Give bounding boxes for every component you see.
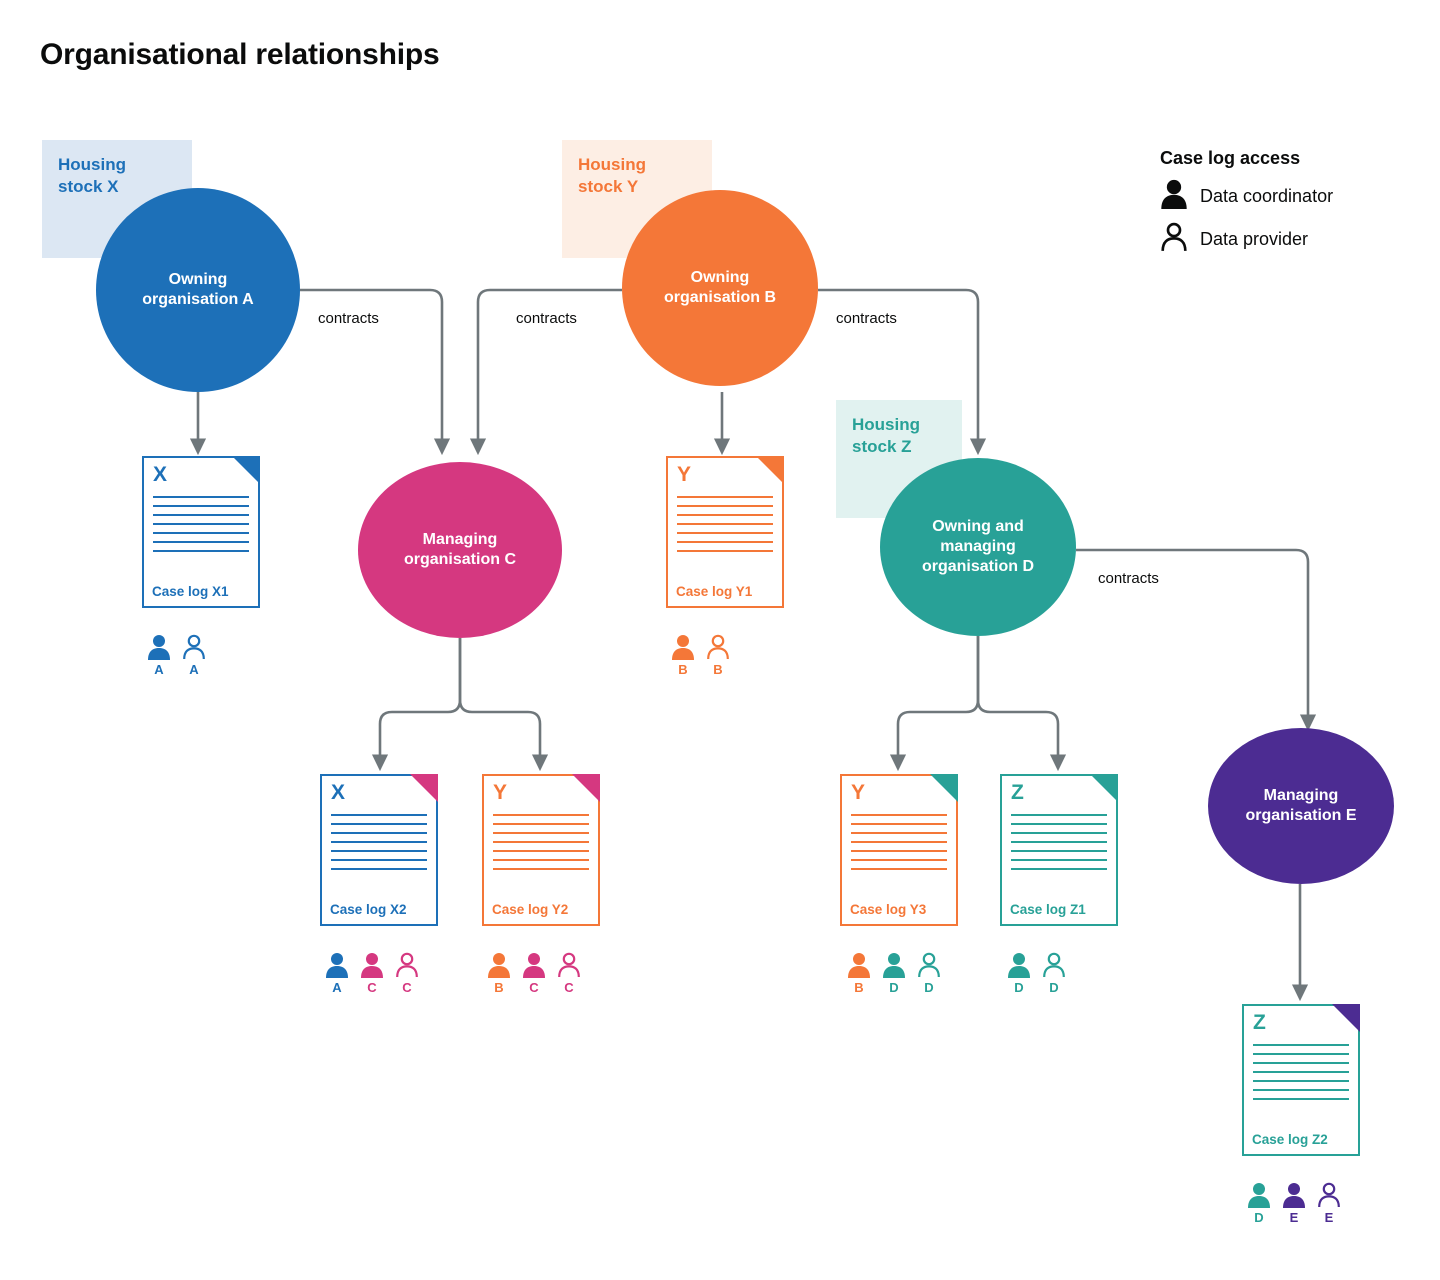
case-log-y1-caption: Case log Y1 xyxy=(676,584,753,599)
org-d-line3: organisation D xyxy=(921,558,1034,575)
person-filled-icon xyxy=(846,952,872,995)
person-outline-icon xyxy=(916,952,942,995)
case-log-z2-caption: Case log Z2 xyxy=(1252,1132,1328,1147)
org-c-line1: Managing xyxy=(422,531,498,548)
housing-stock-y-line1: Housing xyxy=(578,155,646,174)
access-label: C xyxy=(564,980,574,995)
org-a-line2: organisation A xyxy=(142,291,254,308)
person-filled-icon xyxy=(1160,179,1188,214)
access-label: D xyxy=(1014,980,1024,995)
page-fold-icon xyxy=(572,774,600,802)
legend-item-data-coordinator xyxy=(1160,179,1420,214)
access-label: D xyxy=(889,980,899,995)
access-label: A xyxy=(332,980,342,995)
org-c-node[interactable] xyxy=(358,462,562,638)
person-outline-icon xyxy=(1041,952,1067,995)
page-fold-icon xyxy=(410,774,438,802)
org-d-line1: Owning and xyxy=(932,518,1024,535)
org-c-line2: organisation C xyxy=(403,551,516,568)
edge-label-contracts-a-c: contracts xyxy=(318,310,379,327)
person-outline-icon xyxy=(181,634,207,677)
access-label: A xyxy=(189,662,199,677)
edge-label-contracts-d-e: contracts xyxy=(1098,570,1159,587)
org-e-line2: organisation E xyxy=(1245,807,1357,824)
org-a-line1: Owning xyxy=(168,271,228,288)
doc-lines xyxy=(331,814,427,876)
case-log-y3-letter: Y xyxy=(851,781,866,804)
person-outline-icon xyxy=(394,952,420,995)
person-outline-icon xyxy=(556,952,582,995)
case-log-x2-access xyxy=(324,952,420,995)
page-fold-icon xyxy=(1332,1004,1360,1032)
org-d-line2: managing xyxy=(940,538,1016,555)
person-filled-icon xyxy=(1006,952,1032,995)
person-filled-icon xyxy=(146,634,172,677)
case-log-z1-access xyxy=(1006,952,1067,995)
case-log-y1-doc[interactable] xyxy=(666,456,784,608)
person-filled-icon xyxy=(1281,1182,1307,1225)
access-label: B xyxy=(678,662,688,677)
case-log-y3-caption: Case log Y3 xyxy=(850,902,927,917)
housing-stock-y-line2: stock Y xyxy=(578,177,639,197)
case-log-z1-caption: Case log Z1 xyxy=(1010,902,1086,917)
legend-title: Case log access xyxy=(1160,148,1301,168)
case-log-z2-doc[interactable] xyxy=(1242,1004,1360,1156)
case-log-z2-letter: Z xyxy=(1253,1011,1266,1034)
person-filled-icon xyxy=(359,952,385,995)
case-log-x2-caption: Case log X2 xyxy=(330,902,407,917)
org-b-line1: Owning xyxy=(690,269,750,286)
case-log-y2-doc[interactable] xyxy=(482,774,600,926)
case-log-x2-doc[interactable] xyxy=(320,774,438,926)
legend-item-data-provider xyxy=(1160,222,1420,257)
legend-label: Data coordinator xyxy=(1200,186,1334,206)
access-label: D xyxy=(1254,1210,1264,1225)
housing-stock-x-line1: Housing xyxy=(58,155,126,174)
case-log-x1-caption: Case log X1 xyxy=(152,584,229,599)
doc-lines xyxy=(1253,1044,1349,1106)
case-log-y2-letter: Y xyxy=(493,781,508,804)
housing-stock-z-line1: Housing xyxy=(852,415,920,434)
doc-lines xyxy=(1011,814,1107,876)
access-label: D xyxy=(1049,980,1059,995)
case-log-x1-access xyxy=(146,634,207,677)
org-e-node[interactable] xyxy=(1208,728,1394,884)
case-log-y1-letter: Y xyxy=(677,463,692,486)
case-log-x1-doc[interactable] xyxy=(142,456,260,608)
case-log-y3-access xyxy=(846,952,942,995)
doc-lines xyxy=(677,496,773,558)
person-outline-icon xyxy=(1160,222,1188,257)
org-b-node[interactable] xyxy=(622,190,818,386)
case-log-z1-letter: Z xyxy=(1011,781,1024,804)
doc-lines xyxy=(493,814,589,876)
page-fold-icon xyxy=(756,456,784,484)
case-log-x2-letter: X xyxy=(331,781,346,804)
housing-stock-z-line2: stock Z xyxy=(852,437,912,457)
legend-label: Data provider xyxy=(1200,229,1309,249)
page-fold-icon xyxy=(232,456,260,484)
org-d-node[interactable] xyxy=(880,458,1076,636)
case-log-y3-doc[interactable] xyxy=(840,774,958,926)
person-outline-icon xyxy=(705,634,731,677)
person-filled-icon xyxy=(324,952,350,995)
case-log-y1-access xyxy=(670,634,731,677)
legend xyxy=(1160,148,1420,257)
access-label: C xyxy=(402,980,412,995)
page-fold-icon xyxy=(930,774,958,802)
access-label: B xyxy=(494,980,504,995)
access-label: D xyxy=(924,980,934,995)
person-filled-icon xyxy=(881,952,907,995)
case-log-y2-access xyxy=(486,952,582,995)
case-log-x1-letter: X xyxy=(153,463,168,486)
edge-label-contracts-b-d: contracts xyxy=(836,310,897,327)
org-e-line1: Managing xyxy=(1263,787,1339,804)
page-title: Organisational relationships xyxy=(40,38,440,71)
person-filled-icon xyxy=(1246,1182,1272,1225)
case-log-z2-access xyxy=(1246,1182,1342,1225)
org-b-line2: organisation B xyxy=(663,289,776,306)
doc-lines xyxy=(153,496,249,558)
access-label: A xyxy=(154,662,164,677)
org-a-node[interactable] xyxy=(96,188,300,392)
access-label: B xyxy=(713,662,723,677)
access-label: C xyxy=(367,980,377,995)
person-filled-icon xyxy=(670,634,696,677)
case-log-y2-caption: Case log Y2 xyxy=(492,902,569,917)
access-label: E xyxy=(1289,1210,1299,1225)
edge-label-contracts-b-c: contracts xyxy=(516,310,577,327)
doc-lines xyxy=(851,814,947,876)
person-outline-icon xyxy=(1316,1182,1342,1225)
case-log-z1-doc[interactable] xyxy=(1000,774,1118,926)
access-label: E xyxy=(1324,1210,1334,1225)
housing-stock-x-line2: stock X xyxy=(58,177,119,197)
person-filled-icon xyxy=(486,952,512,995)
access-label: B xyxy=(854,980,864,995)
access-label: C xyxy=(529,980,539,995)
page-fold-icon xyxy=(1090,774,1118,802)
person-filled-icon xyxy=(521,952,547,995)
